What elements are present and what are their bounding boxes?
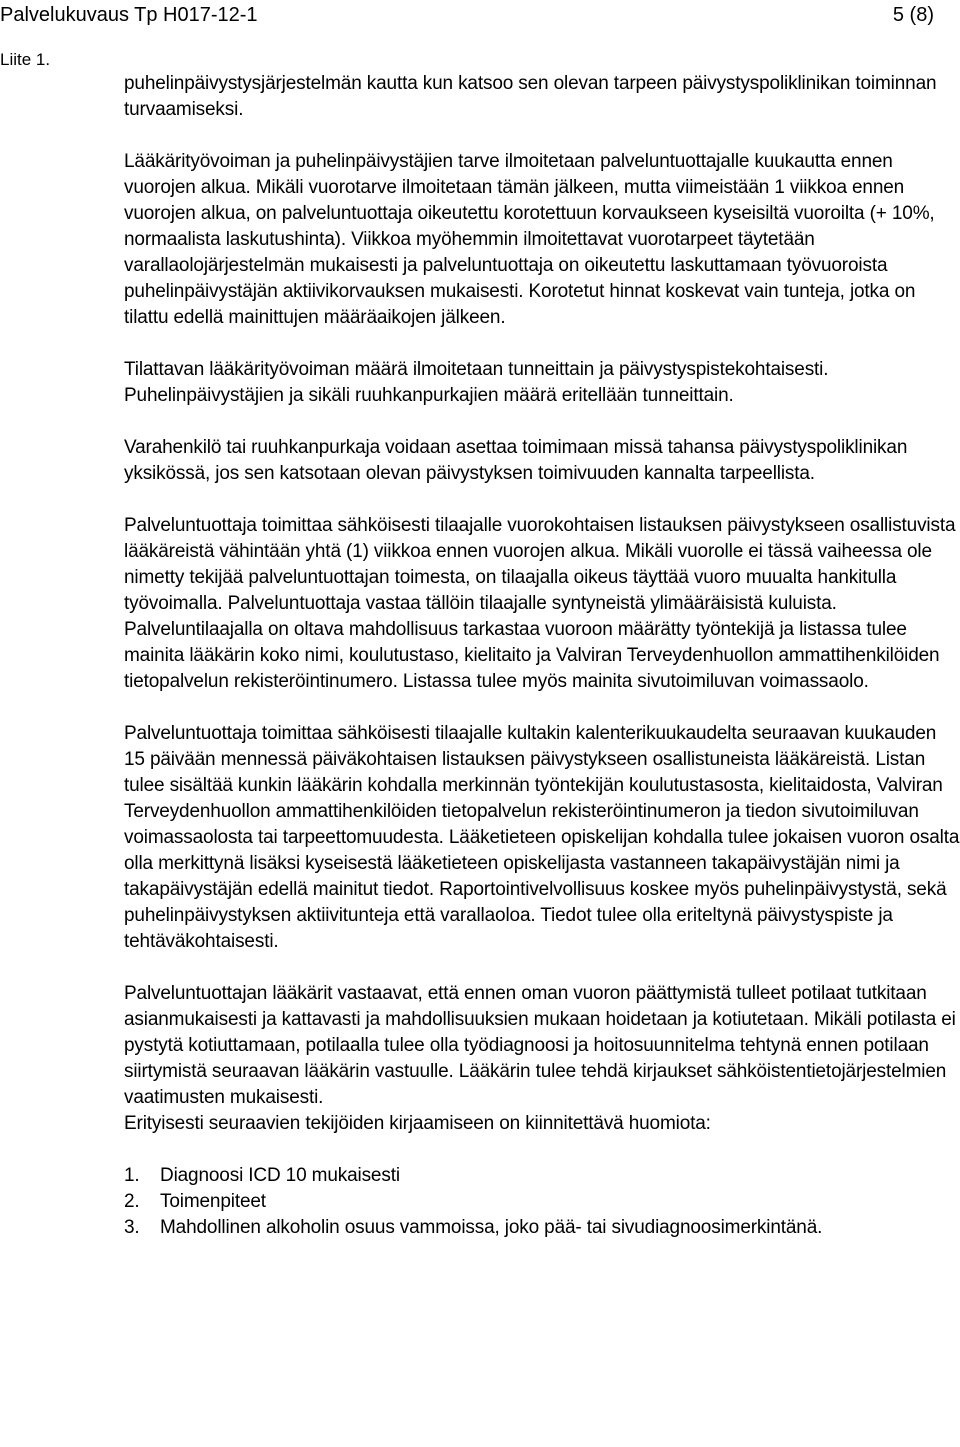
page-number: 5 (8) <box>892 4 934 26</box>
attachment-label: Liite 1. <box>0 50 51 69</box>
paragraph: Lääkärityövoiman ja puhelinpäivystäjien tarve ilmoitetaan palveluntuottajalle kuukautta ennen vuorojen alkua. Mikäli vuorotarve ilmoitetaan tämän jälkeen, mutta viimeistään 1 viikkoa ennen vuorojen alkua, on palveluntuottaja oikeutettu korotettuun korvaukseen kyseisiltä vuoroilta (+ 10%, normaalista laskutushinta). Viikkoa myöhemmin ilmoitettavat vuorotarpeet täytetään varallaolojärjestelmän mukaisesti ja palveluntuottaja on oikeutettu laskuttamaan työvuoroista puhelinpäivystäjän aktiivikorvauksen mukaisesti. Korotetut hinnat koskevat vain tunteja, jotka on tilattu edellä mainittujen määräaikojen jälkeen. <box>124 151 935 328</box>
paragraph: Palveluntuottaja toimittaa sähköisesti tilaajalle kultakin kalenterikuukaudelta seuraavan kuukauden 15 päivään mennessä päiväkohtaisen listauksen päivystykseen osallistuneista lääkäreistä. Listan tulee sisältää kunkin lääkärin kohdalla merkinnän työntekijän koulutustasosta, kielitaidosta, Valviran Terveydenhuollon ammattihenkilöiden tietopalvelun rekisteröintinumeron ja tiedon sivutoimiluvan voimassaolosta tai tarpeettomuudesta. Lääketieteen opiskelijan kohdalla tulee jokaisen vuoron osalta olla merkittynä lisäksi kyseisestä lääketieteen opiskelijasta vastanneen takapäivystäjän nimi ja takapäivystäjän edellä mainitut tiedot. Raportointivelvollisuus koskee myös puhelinpäivystystä, sekä puhelinpäivystyksen aktiivitunteja että varallaoloa. Tiedot tulee olla eriteltynä päivystyspiste ja tehtäväkohtaisesti. <box>124 723 960 952</box>
list-item-number: 2. <box>124 1191 140 1212</box>
list-item-text: Mahdollinen alkoholin osuus vammoissa, joko pää- tai sivudiagnoosimerkintänä. <box>160 1217 823 1238</box>
list-item-text: Toimenpiteet <box>160 1191 266 1212</box>
paragraph: Tilattavan lääkärityövoiman määrä ilmoitetaan tunneittain ja päivystyspistekohtaisesti. Puhelinpäivystäjien ja sikäli ruuhkanpurkajien määrä eritellään tunneittain. <box>124 359 829 406</box>
list-item-number: 3. <box>124 1217 140 1238</box>
paragraph: Erityisesti seuraavien tekijöiden kirjaamiseen on kiinnitettävä huomiota: <box>124 1113 711 1134</box>
paragraph: Palveluntuottaja toimittaa sähköisesti tilaajalle vuorokohtaisen listauksen päivystykseen osallistuvista lääkäreistä vähintään yhtä (1) viikkoa ennen vuorojen alkua. Mikäli vuorolle ei tässä vaiheessa ole nimetty tekijää palveluntuottajan toimesta, on tilaajalla oikeus täyttää vuoro muualta hankitulla työvoimalla. Palveluntuottaja vastaa tällöin tilaajalle syntyneistä ylimääräisistä kuluista. Palveluntilaajalla on oltava mahdollisuus tarkastaa vuoroon määrätty työntekijä ja listassa tulee mainita lääkärin koko nimi, koulutustaso, kielitaito ja Valviran Terveydenhuollon ammattihenkilöiden tietopalvelun rekisteröintinumero. Listassa tulee myös mainita sivutoimiluvan voimassaolo. <box>124 515 956 692</box>
page-header <box>0 0 960 40</box>
paragraph: Palveluntuottajan lääkärit vastaavat, että ennen oman vuoron päättymistä tulleet potilaat tutkitaan asianmukaisesti ja kattavasti ja mahdollisuuksien mukaan hoidetaan ja kotiutetaan. Mikäli potilasta ei pystytä kotiuttamaan, potilaalla tulee olla työdiagnoosi ja hoitosuunnitelma tehtynä ennen potilaan siirtymistä seuraavan lääkärin vastuulle. Lääkärin tulee tehdä kirjaukset sähköistentietojärjestelmien vaatimusten mukaisesti. <box>124 983 956 1108</box>
list-item <box>124 1215 960 1241</box>
list-item <box>124 1163 960 1189</box>
paragraph: Varahenkilö tai ruuhkanpurkaja voidaan asettaa toimimaan missä tahansa päivystyspoliklinikan yksikössä, jos sen katsotaan olevan päivystyksen toimivuuden kannalta tarpeellista. <box>124 437 908 484</box>
list-item-number: 1. <box>124 1165 140 1186</box>
paragraph: puhelinpäivystysjärjestelmän kautta kun katsoo sen olevan tarpeen päivystyspoliklinikan toiminnan turvaamiseksi. <box>124 73 937 120</box>
document-title: Palvelukuvaus Tp H017-12-1 <box>0 4 258 26</box>
list-item <box>124 1189 960 1215</box>
document-body <box>124 71 960 1241</box>
numbered-list <box>124 1163 960 1241</box>
list-item-text: Diagnoosi ICD 10 mukaisesti <box>160 1165 400 1186</box>
